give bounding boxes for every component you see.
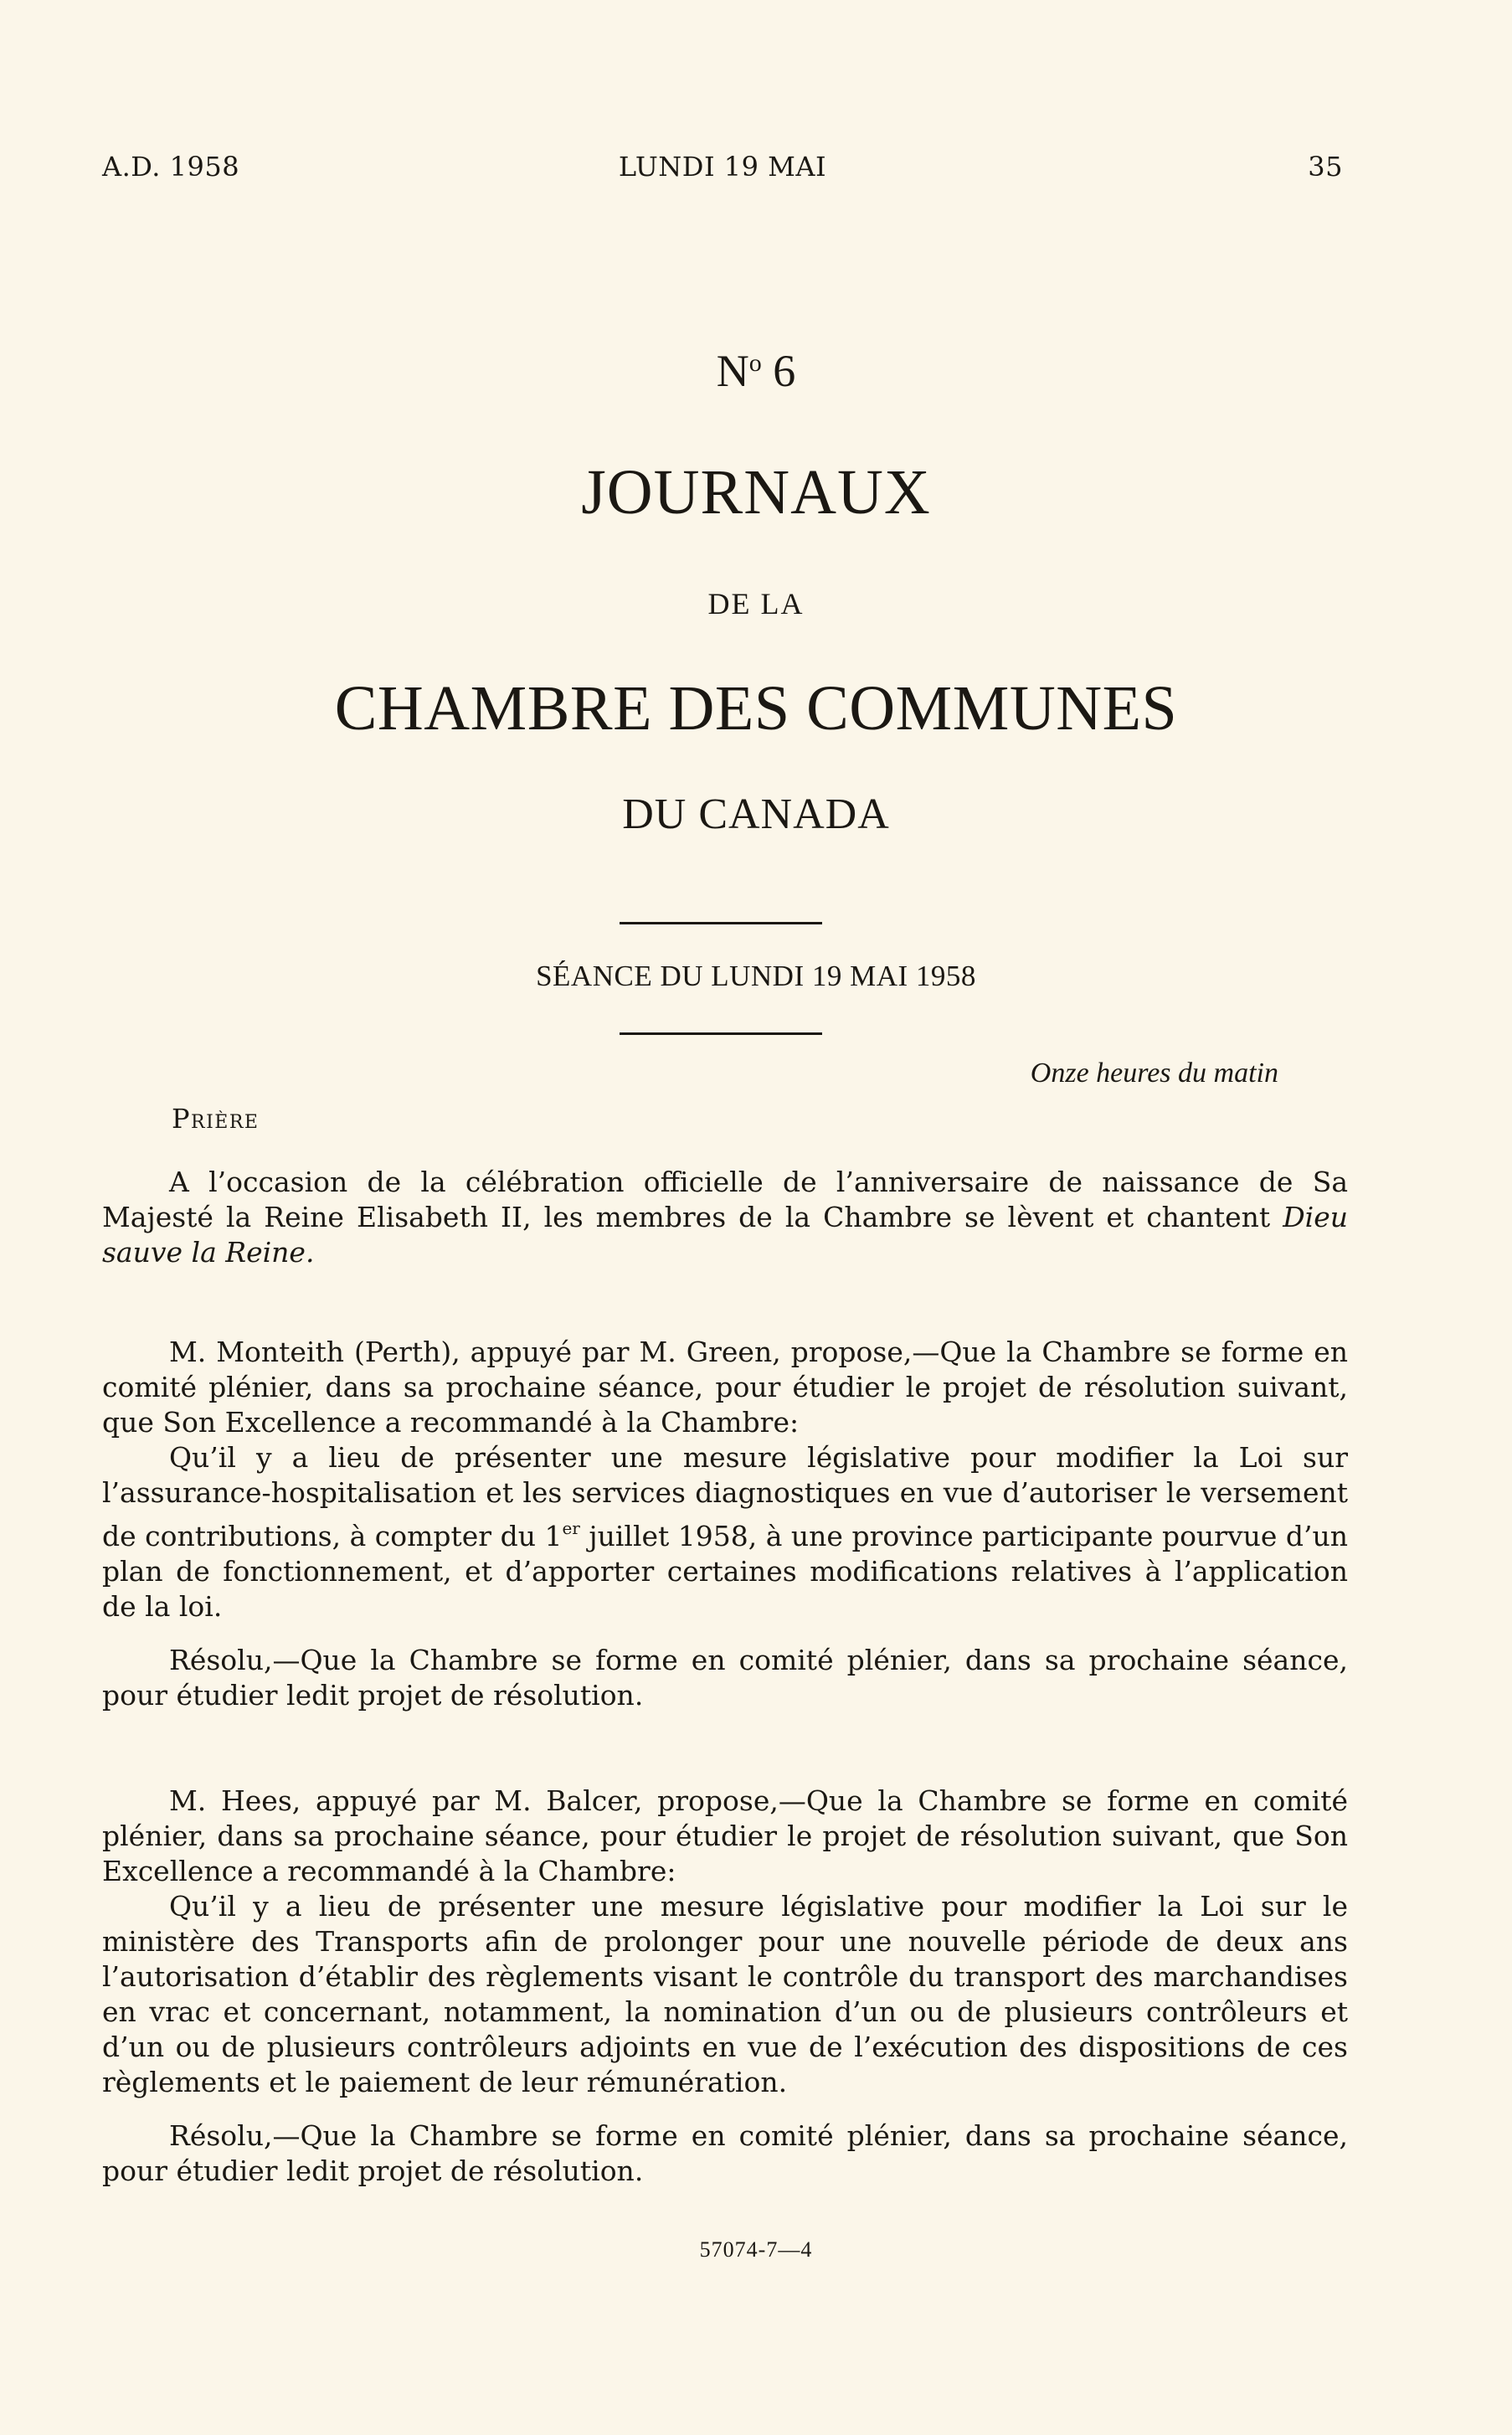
divider-rule-top [620,922,822,924]
occasion-text: A l’occasion de la célébration officielle de l’anniversaire de naissance de Sa Majesté la Reine Elisabeth II, les membres de la Chambre se lèvent et chantent [102,1166,1348,1233]
occasion-anthem: Dieu sauve la Reine. [102,1201,1348,1269]
issue-value: 6 [773,346,796,396]
title-journaux: JOURNAUX [581,457,931,528]
hees-resolved-paragraph: Résolu,—Que la Chambre se forme en comité plénier, dans sa prochaine séance, pour étudier ledit projet de résolution. [102,2119,1348,2187]
running-head-date: LUNDI 19 MAI [618,151,827,183]
priere-heading: Prière [172,1103,260,1135]
title-de-la: DE LA [707,587,805,620]
hees-motion-paragraph: M. Hees, appuyé par M. Balcer, propose,—Que la Chambre se forme en comité plénier, dans sa prochaine séance, pour étudier le projet de résolution suivant, que Son Excellence a recommandé à la Chambre: [102,1784,1348,1887]
monteith-resolution-sup: er [562,1518,580,1538]
occasion-section [102,1165,1348,1270]
spacer [102,2100,1348,2118]
monteith-resolution-paragraph [102,1440,1348,1624]
page-number: 35 [1308,151,1343,183]
running-head-year: A.D. 1958 [102,151,240,183]
issue-prefix: N [716,346,749,396]
title-chambre: CHAMBRE DES COMMUNES [334,673,1178,744]
monteith-resolved-paragraph: Résolu,—Que la Chambre se forme en comité plénier, dans sa prochaine séance, pour étudier ledit projet de résolution. [102,1644,1348,1712]
title-du-canada: DU CANADA [622,790,890,838]
sitting-heading: SÉANCE DU LUNDI 19 MAI 1958 [536,960,976,992]
hees-section [102,1784,1348,2189]
divider-rule-bottom [620,1032,822,1035]
hees-resolution-paragraph: Qu’il y a lieu de présenter une mesure législative pour modifier la Loi sur le ministère des Transports afin de prolonger pour une nouvelle période de deux ans l’autorisation d’établir des règlements visant le contrôle du transport des marchandises en vrac et concernant, notamment, la nomination d’un ou de plusieurs contrôleurs et d’un ou de plusieurs contrôleurs adjoints en vue de l’exécution des dispositions de ces règlements et le paiement de leur rémunération. [102,1890,1348,2098]
monteith-motion-paragraph: M. Monteith (Perth), appuyé par M. Green, propose,—Que la Chambre se forme en comité plénier, dans sa prochaine séance, pour étudier le projet de résolution suivant, que Son Excellence a recommandé à la Chambre: [102,1336,1348,1439]
issue-sup: o [748,349,762,377]
monteith-resolution-text-b: juillet 1958, à une province participante pourvue d’un plan de fonctionnement, et d’apporter certaines modifications relatives à l’application de la loi. [102,1520,1349,1623]
sitting-time: Onze heures du matin [1030,1058,1278,1089]
issue-number [0,345,1512,397]
spacer [102,1624,1348,1643]
monteith-section [102,1335,1348,1713]
monteith-resolution-text-a: Qu’il y a lieu de présenter une mesure législative pour modifier la Loi sur l’assurance-hospitalisation et les services diagnostiques en vue d’autoriser le versement de contributions, à compter du 1 [102,1441,1348,1552]
occasion-paragraph [102,1165,1348,1270]
printer-code: 57074-7—4 [699,2237,813,2262]
running-head [102,151,1343,193]
